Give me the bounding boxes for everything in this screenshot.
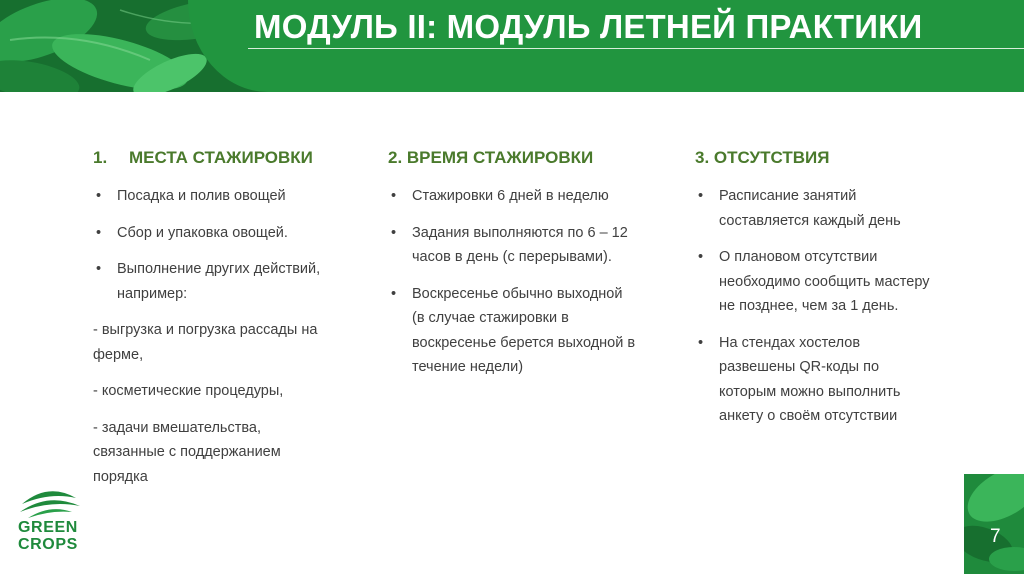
logo-line-1: GREEN <box>18 519 78 536</box>
column-absences <box>695 148 945 429</box>
title-underline <box>248 48 1024 49</box>
list-item: • Расписание занятий составляется каждый день <box>695 184 919 233</box>
paragraph: - косметические процедуры, <box>93 383 284 399</box>
list-item: • Стажировки 6 дней в неделю <box>388 184 638 209</box>
page-number: 7 <box>990 526 1001 547</box>
list-item: • Выполнение других действий, например: <box>93 257 347 306</box>
header-banner <box>0 0 1024 92</box>
column-heading: 2. ВРЕМЯ СТАЖИРОВКИ <box>388 148 594 167</box>
column-heading: 3. ОТСУТСТВИЯ <box>695 148 830 167</box>
logo-line-2: CROPS <box>18 536 78 553</box>
column-internship-time <box>388 148 648 380</box>
list-item: • Задания выполняются по 6 – 12 часов в день (с перерывами). <box>388 221 638 270</box>
bullet-list <box>388 184 638 380</box>
column-internship-places <box>93 148 363 489</box>
list-item: • О плановом отсутствии необходимо сообщить мастеру не позднее, чем за 1 день. <box>695 245 935 319</box>
list-item: • На стендах хостелов развешены QR-коды по которым можно выполнить анкету о своём отсутствии <box>695 331 929 429</box>
heading-number: 1. <box>93 148 108 167</box>
column-heading <box>93 148 363 168</box>
logo-text <box>18 519 78 553</box>
bullet-list <box>695 184 935 429</box>
list-item: • Воскресенье обычно выходной (в случае стажировки в воскресенье берется выходной в течение недели) <box>388 282 638 380</box>
paragraph: - выгрузка и погрузка рассады на ферме, <box>93 322 318 363</box>
bullet-list <box>93 184 363 306</box>
heading-text: МЕСТА СТАЖИРОВКИ <box>129 148 313 167</box>
paragraph: - задачи вмешательства, связанные с поддержанием порядка <box>93 419 281 485</box>
list-item: • Посадка и полив овощей <box>93 184 363 209</box>
list-item: • Сбор и упаковка овощей. <box>93 221 363 246</box>
page-title: МОДУЛЬ II: МОДУЛЬ ЛЕТНЕЙ ПРАКТИКИ <box>254 8 923 45</box>
corner-leaf-image <box>964 474 1024 574</box>
